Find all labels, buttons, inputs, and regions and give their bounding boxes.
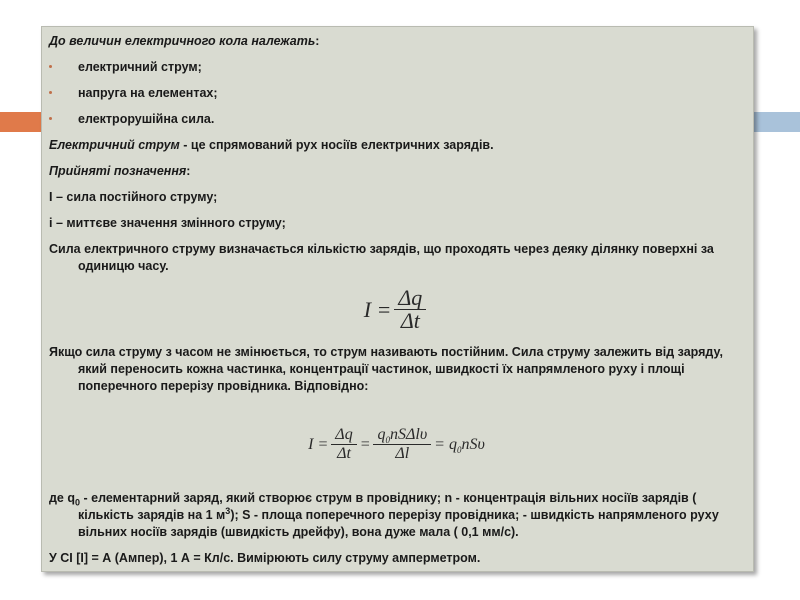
intro-paragraph — [49, 33, 744, 50]
current-definition: Сила електричного струму визначається кількістю зарядів, що проходять через деяку ділянку поверхні за одиницю часу. — [49, 242, 714, 273]
notation-heading — [49, 163, 744, 180]
formula-2-f2-num-q: q — [377, 425, 386, 443]
bullet-item-2 — [49, 85, 744, 102]
formula-2-fraction-1 — [331, 426, 356, 463]
bullet-dot — [49, 65, 52, 68]
formula-2-f2-numerator — [373, 426, 431, 445]
formula-2-rhs — [434, 436, 485, 453]
legend-sup: 3 — [225, 505, 231, 516]
slide-text — [49, 33, 744, 576]
bullet-text-2: напруга на елементах; — [78, 86, 218, 100]
dc-paragraph: Якщо сила струму з часом не змінюється, то струм називають постійним. Сила струму залежить від заряду, який переносить кожна частинка, концентрації частинок, швидкості їх напрямленого руху і площі поперечного перерізу провідника. Відповідно: — [49, 345, 723, 393]
bullet-dot — [49, 91, 52, 94]
formula-current — [49, 282, 744, 336]
bullet-item-3 — [49, 111, 744, 128]
notation-ac: i – миттєве значення змінного струму; — [49, 216, 286, 230]
legend-paragraph — [49, 490, 744, 541]
formula-2-equals: = — [359, 435, 371, 453]
formula-2-rhs-sub: 0 — [456, 444, 462, 455]
formula-2-f2-num-sub: 0 — [385, 434, 390, 445]
bullet-dot — [49, 117, 52, 120]
formula-1-lhs: I = — [363, 296, 392, 322]
formula-1-numerator: Δq — [394, 287, 426, 310]
accent-bar-right — [754, 112, 800, 132]
notation-colon: : — [186, 164, 191, 178]
formula-2-f2-num-rest: nSΔlυ — [389, 425, 428, 443]
legend-part-c: ); S - площа поперечного перерізу провідника; - швидкість напрямленого руху вільних носіїв зарядів (швидкість дрейфу), вона дуже мала ( 0,1 мм/с). — [78, 508, 719, 539]
notation-dc: I – сила постійного струму; — [49, 190, 218, 204]
intro-italic: До величин електричного кола належать — [49, 34, 316, 48]
formula-2-f1-numerator: Δq — [331, 426, 356, 445]
bullet-text-3: електрорушійна сила. — [78, 112, 215, 126]
si-unit-paragraph: У СІ [I] = А (Ампер), 1 А = Кл/с. Вимірюють силу струму амперметром. — [49, 551, 481, 565]
bullet-text-1: електричний струм; — [78, 60, 202, 74]
legend-sub: 0 — [75, 497, 81, 508]
formula-2-fraction-2 — [373, 426, 431, 463]
formula-2-lhs: I = — [308, 435, 329, 453]
formula-2-f2-denominator: Δl — [395, 444, 410, 462]
formula-expanded — [49, 404, 744, 484]
formula-1-denominator: Δt — [400, 307, 420, 333]
definition-paragraph — [49, 137, 744, 154]
formula-2-rhs-q: = q — [434, 435, 457, 453]
formula-2-rhs-rest: nSυ — [461, 435, 485, 453]
legend-part-a: де q — [49, 491, 75, 505]
accent-bar-left — [0, 112, 42, 132]
definition-term: Електричний струм — [49, 138, 180, 152]
bullet-item-1 — [49, 59, 744, 76]
legend-part-b: - елементарний заряд, який створює струм в провіднику; n - концентрація вільних носіїв зарядів ( кількість зарядів на 1 м — [78, 491, 697, 522]
notation-heading-text: Прийняті позначення — [49, 164, 187, 178]
intro-colon: : — [315, 34, 320, 48]
formula-2-f1-denominator: Δt — [337, 444, 351, 462]
content-panel — [41, 26, 754, 572]
definition-text: - це спрямований рух носіїв електричних зарядів. — [179, 138, 494, 152]
formula-1-fraction — [394, 284, 426, 333]
